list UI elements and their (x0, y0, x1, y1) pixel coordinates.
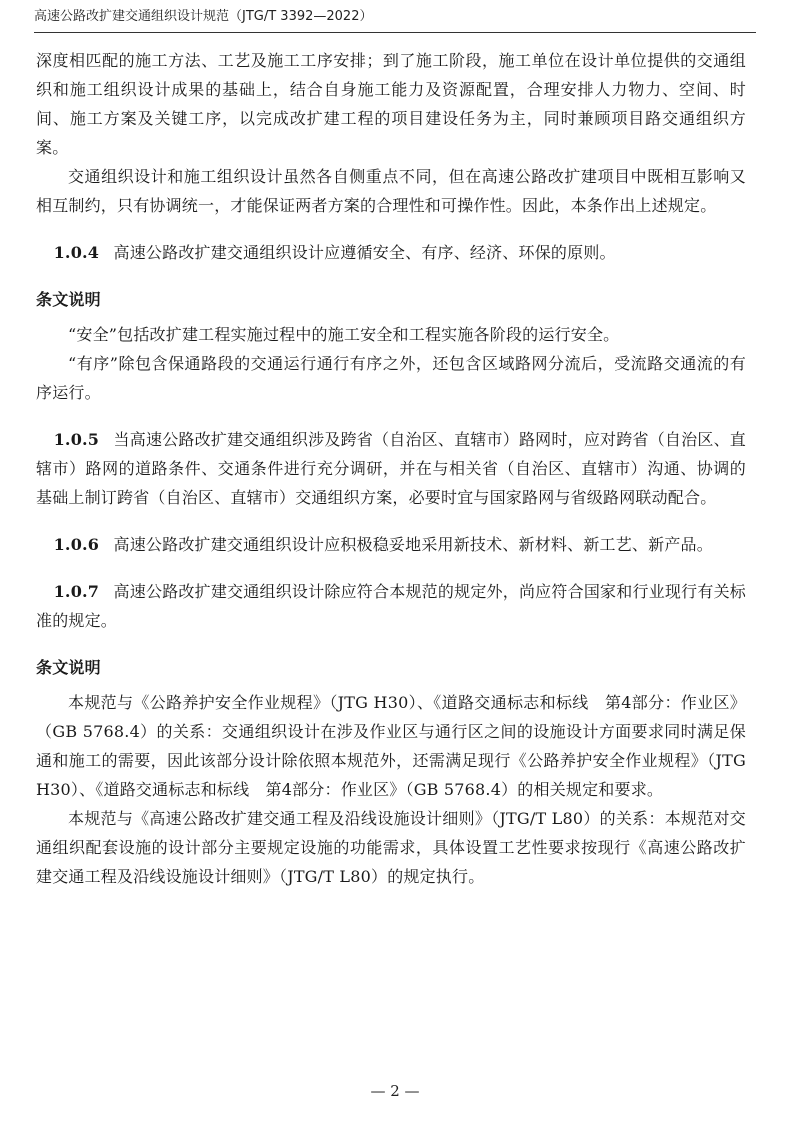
header-divider (34, 32, 756, 33)
clause-text: 当高速公路改扩建交通组织涉及跨省（自治区、直辖市）路网时，应对跨省（自治区、直辖市）路网的道路条件、交通条件进行充分调研，并在与相关省（自治区、直辖市）沟通、协调的基础上制订跨省（自治区、直辖市）交通组织方案，必要时宜与国家路网与省级路网联动配合。 (36, 430, 746, 507)
clause-number: 1.0.4 (53, 243, 100, 262)
explanation-paragraph: 本规范与《高速公路改扩建交通工程及沿线设施设计细则》（JTG/T L80）的关系：本规范对交通组织配套设施的设计部分主要规定设施的功能需求，具体设置工艺性要求按现行《高速公路改扩建交通工程及沿线设施设计细则》（JTG/T L80）的规定执行。 (36, 809, 746, 886)
explanation-heading: 条文说明 (36, 290, 101, 309)
clause-1-0-4 (36, 238, 746, 267)
clause-1-0-7 (36, 577, 746, 635)
intro-paragraph-continued: 深度相匹配的施工方法、工艺及施工工序安排；到了施工阶段，施工单位在设计单位提供的交通组织和施工组织设计成果的基础上，结合自身施工能力及资源配置，合理安排人力物力、空间、时间、施工方案及关键工序，以完成改扩建工程的项目建设任务为主，同时兼顾项目路交通组织方案。 (36, 51, 746, 157)
clause-1-0-6 (36, 530, 746, 559)
clause-number: 1.0.5 (53, 430, 100, 449)
clause-number: 1.0.6 (53, 535, 100, 554)
clause-text: 高速公路改扩建交通组织设计除应符合本规范的规定外，尚应符合国家和行业现行有关标准的规定。 (36, 582, 746, 630)
clause-text: 高速公路改扩建交通组织设计应积极稳妥地采用新技术、新材料、新工艺、新产品。 (113, 535, 713, 554)
page-body (36, 46, 746, 891)
page-number: — 2 — (370, 1082, 420, 1100)
intro-paragraph: 交通组织设计和施工组织设计虽然各自侧重点不同，但在高速公路改扩建项目中既相互影响又相互制约，只有协调统一，才能保证两者方案的合理性和可操作性。因此，本条作出上述规定。 (36, 167, 746, 215)
clause-number: 1.0.7 (53, 582, 100, 601)
explanation-paragraph: “有序”除包含保通路段的交通运行通行有序之外，还包含区域路网分流后，受流路交通流的有序运行。 (36, 354, 746, 402)
running-header: 高速公路改扩建交通组织设计规范（JTG/T 3392—2022） (34, 9, 373, 24)
clause-1-0-5 (36, 425, 746, 512)
explanation-paragraph: “安全”包括改扩建工程实施过程中的施工安全和工程实施各阶段的运行安全。 (68, 325, 620, 344)
explanation-heading: 条文说明 (36, 658, 101, 677)
clause-text: 高速公路改扩建交通组织设计应遵循安全、有序、经济、环保的原则。 (113, 243, 616, 262)
explanation-paragraph: 本规范与《公路养护安全作业规程》（JTG H30）、《道路交通标志和标线 第4部分：作业区》（GB 5768.4）的关系：交通组织设计在涉及作业区与通行区之间的设施设计方面要求同时满足保通和施工的需要，因此该部分设计除依照本规范外，还需满足现行《公路养护安全作业规程》（JTG H30）、《道路交通标志和标线 第4部分：作业区》（GB 5768.4）的相关规定和要求。 (36, 693, 746, 799)
